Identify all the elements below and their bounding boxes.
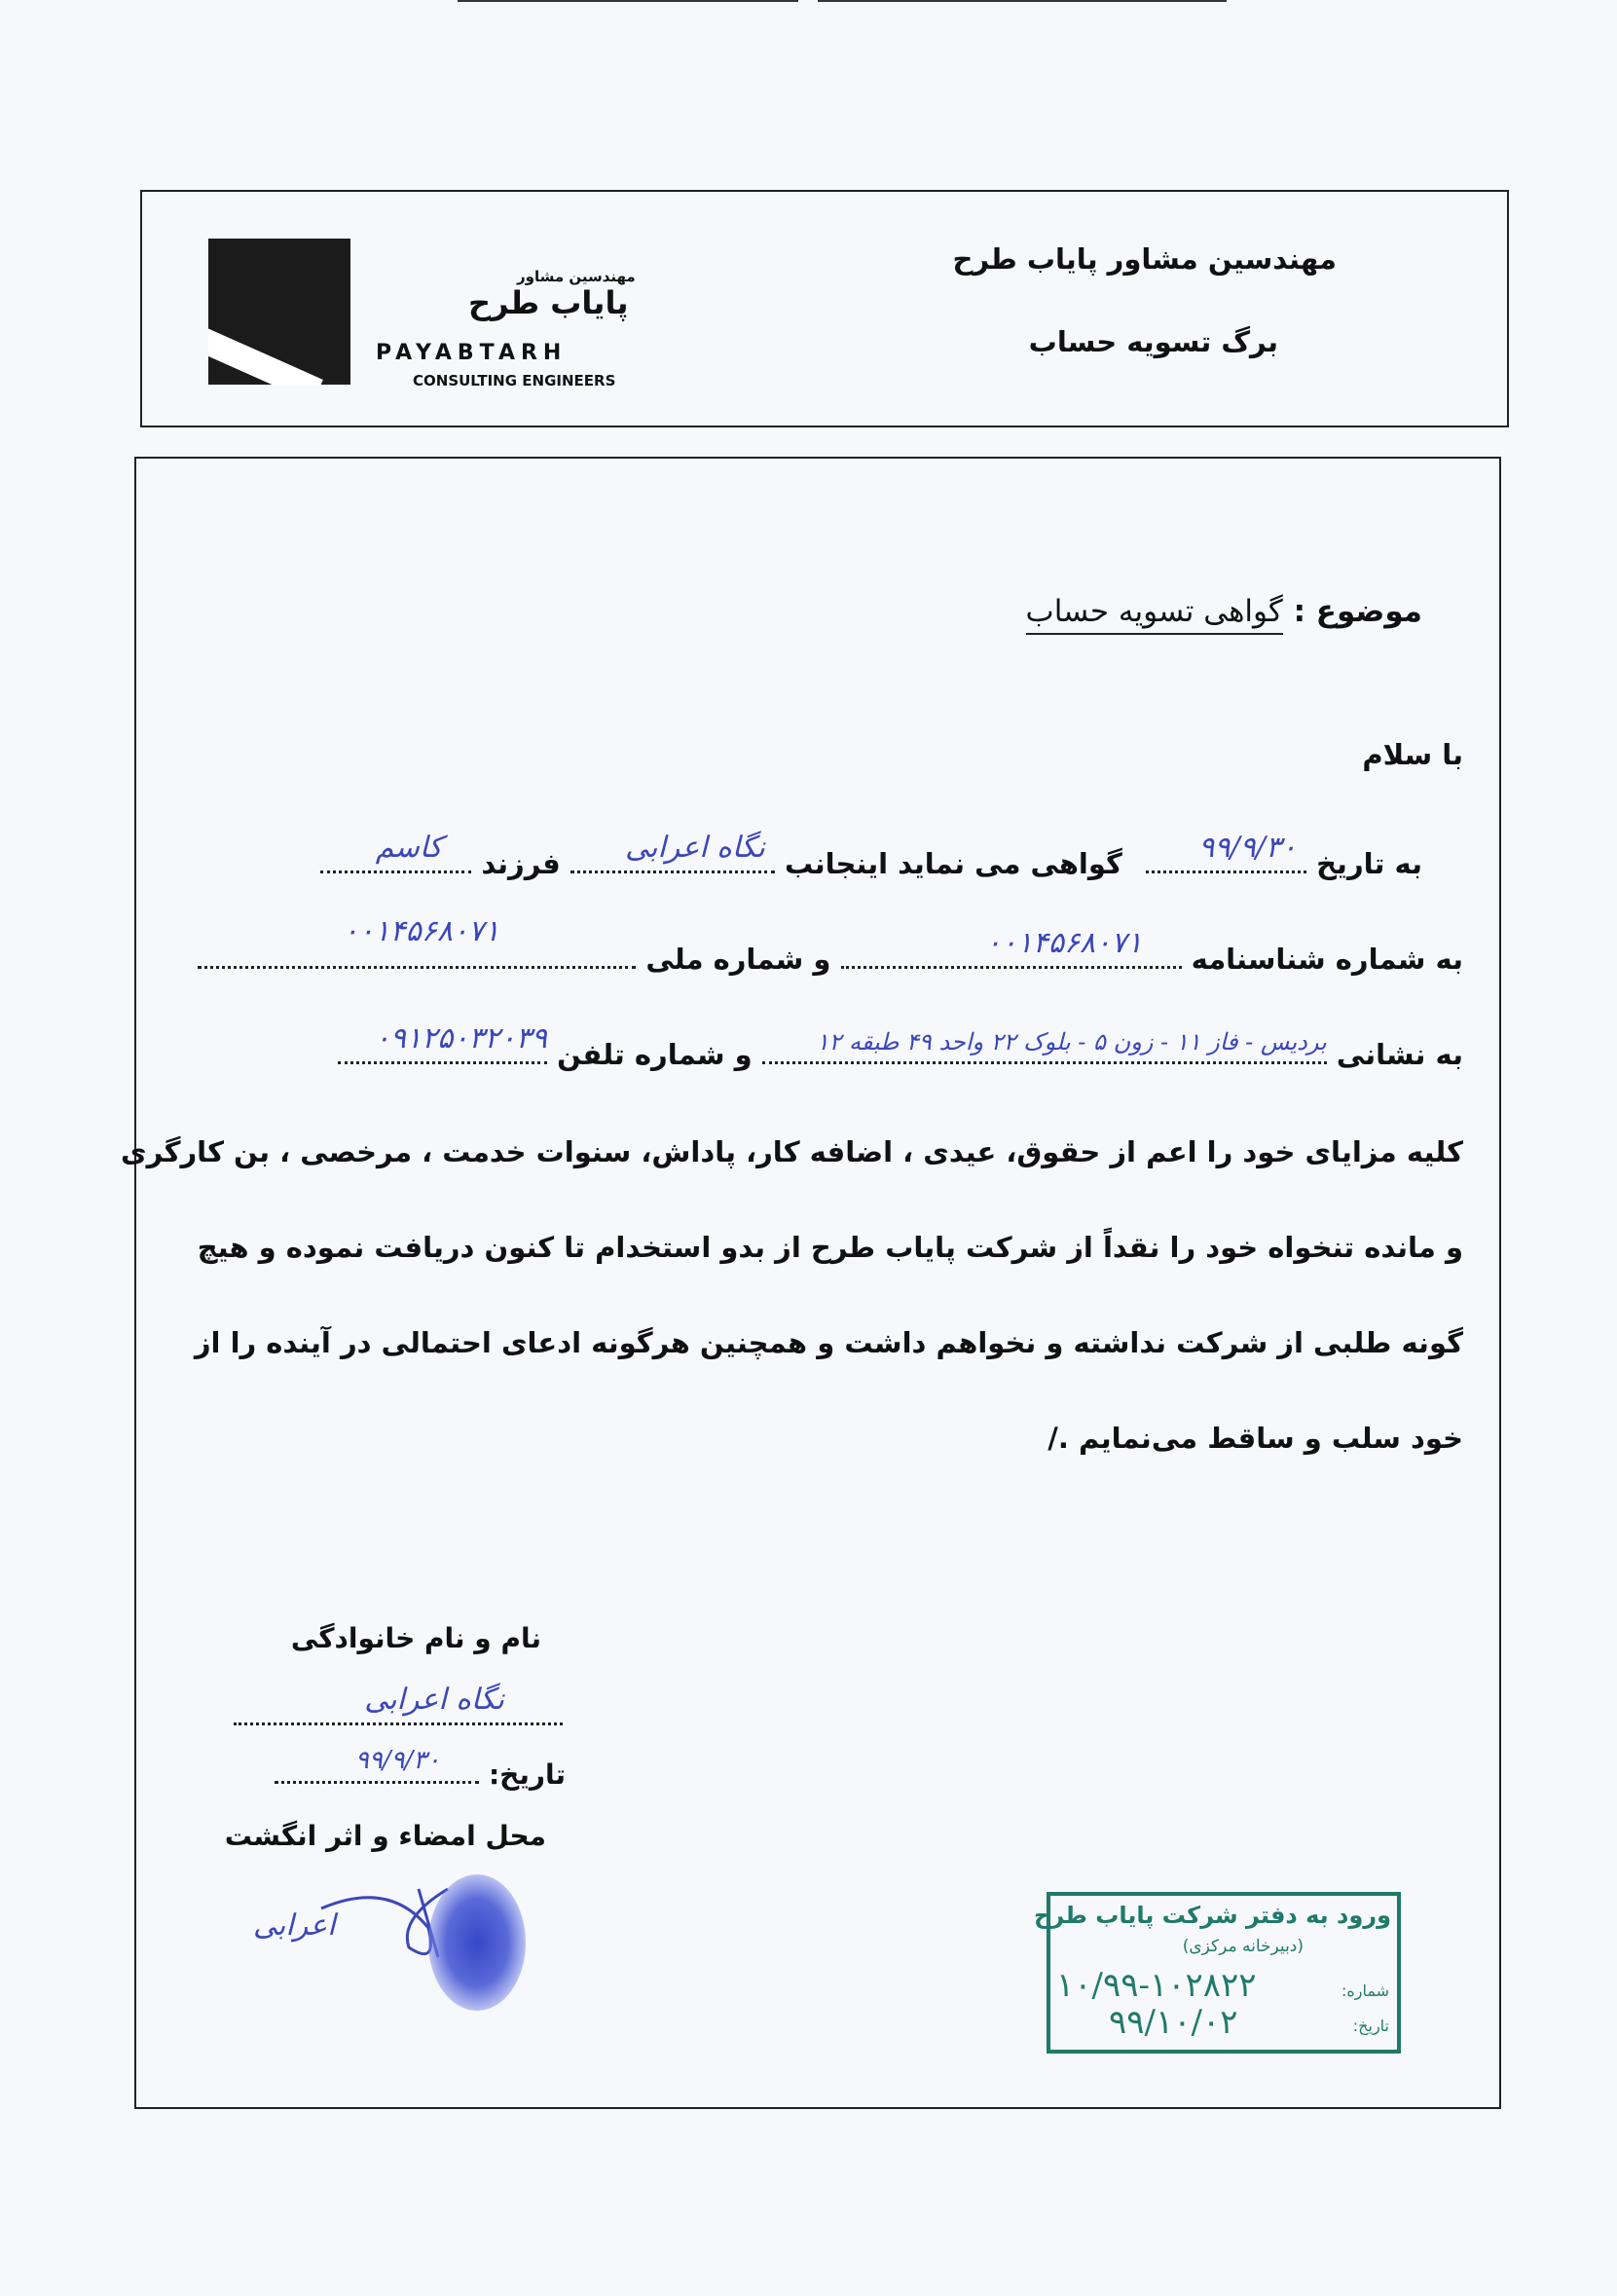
sign-label: محل امضاء و اثر انگشت xyxy=(224,1820,546,1852)
date-field[interactable]: ۹۹/۹/۳۰ xyxy=(1146,849,1306,873)
main-box xyxy=(134,457,1501,2109)
father-field[interactable]: کاسم xyxy=(320,849,471,873)
address-field[interactable]: بردیس - فاز ۱۱ - زون ۵ - بلوک ۲۲ واحد ۴۹ طبقه ۱۲ xyxy=(762,1040,1327,1064)
logo-small-fa: مهندسین مشاور xyxy=(517,268,636,285)
national-id-field[interactable]: ۰۰۱۴۵۶۸۰۷۱ xyxy=(198,944,636,969)
phone-field[interactable]: ۰۹۱۲۵۰۳۲۰۳۹ xyxy=(338,1040,547,1064)
greeting: با سلام xyxy=(1362,738,1463,771)
phone-label: و شماره تلفن xyxy=(557,1038,753,1071)
subject-line xyxy=(1026,594,1422,629)
company-title: مهندسین مشاور پایاب طرح xyxy=(952,242,1337,276)
stamp-title: ورود به دفتر شرکت پایاب طرح xyxy=(1034,1902,1391,1929)
subject-text: گواهی تسویه حساب xyxy=(1026,594,1283,635)
scan-edge xyxy=(818,0,1227,2)
sign-date-field[interactable]: ۹۹/۹/۳۰ xyxy=(275,1759,479,1784)
address-label: به نشانی xyxy=(1336,1038,1463,1071)
stamp-number: ۱۰/۹۹-۱۰۲۸۲۲ xyxy=(1056,1966,1257,2005)
name-field[interactable]: نگاه اعرابی xyxy=(570,849,775,873)
signature: اعرابی xyxy=(253,1908,335,1943)
logo-sub-en: CONSULTING ENGINEERS xyxy=(413,372,616,389)
logo-name-fa: پایاب طرح xyxy=(468,284,629,321)
stamp-number-label: شماره: xyxy=(1341,1981,1389,2000)
sign-date-label: تاریخ: xyxy=(488,1759,566,1791)
date-line xyxy=(320,831,1422,880)
sign-date-row xyxy=(275,1746,566,1791)
paragraph-line: و مانده تنخواه خود را نقداً از شرکت پایاب طرح از بدو استخدام تا کنون دریافت نموده و هیچ xyxy=(197,1231,1463,1264)
subject-label: موضوع : xyxy=(1293,594,1422,629)
scan-edge xyxy=(458,0,798,2)
address-line xyxy=(338,1021,1463,1071)
id-field[interactable]: ۰۰۱۴۵۶۸۰۷۱ xyxy=(841,944,1182,969)
fingerprint xyxy=(428,1874,526,2011)
name-label: نام و نام خانوادگی xyxy=(290,1622,541,1654)
logo-name-en: PAYABTARH xyxy=(376,341,568,365)
paragraph-line: گونه طلبی از شرکت نداشته و نخواهم داشت و همچنین هرگونه ادعای احتمالی در آینده را از xyxy=(194,1326,1463,1359)
stamp-subtitle: (دبیرخانه مرکزی) xyxy=(1182,1937,1304,1956)
stamp-date-label: تاریخ: xyxy=(1352,2017,1389,2035)
paragraph-line: کلیه مزایای خود را اعم از حقوق، عیدی ، اضافه کار، پاداش، سنوات خدمت ، مرخصی ، بن کارگری xyxy=(121,1135,1463,1168)
certify-label: گواهی می نماید اینجانب xyxy=(785,847,1122,880)
header-box xyxy=(140,190,1509,427)
id-line xyxy=(198,914,1463,976)
stamp-date: ۹۹/۱۰/۰۲ xyxy=(1109,2003,1238,2042)
logo-mark xyxy=(208,239,350,385)
form-title: برگ تسویه حساب xyxy=(1028,325,1278,358)
registry-stamp xyxy=(1034,1892,1401,2054)
father-label: فرزند xyxy=(481,847,561,880)
date-label: به تاریخ xyxy=(1316,847,1422,880)
national-id-label: و شماره ملی xyxy=(645,943,831,976)
id-label: به شماره شناسنامه xyxy=(1191,943,1463,976)
paragraph-line: خود سلب و ساقط می‌نمایم ./ xyxy=(1047,1422,1463,1455)
sign-name-field[interactable]: نگاه اعرابی xyxy=(234,1699,563,1725)
